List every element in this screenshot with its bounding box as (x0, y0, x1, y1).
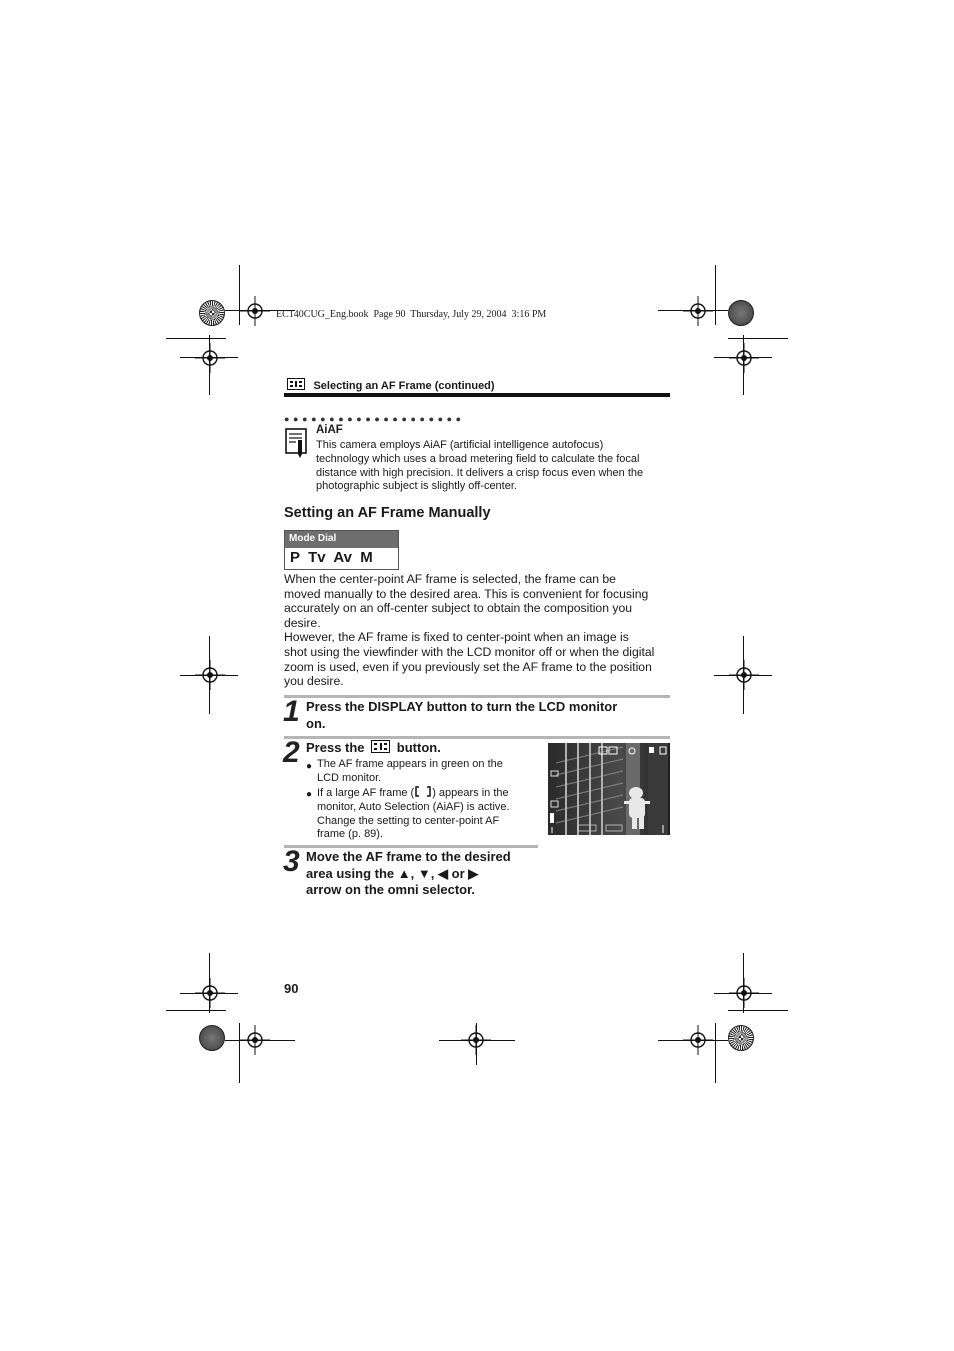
note-dots: ●●●●●●●●●●●●●●●●●●●● (284, 414, 465, 424)
registration-target-icon (461, 1025, 491, 1055)
registration-target-icon (240, 1025, 270, 1055)
body-paragraph: When the center-point AF frame is selected, the frame can be moved manually to the desired area. This is convenient for focusing accurately on an off-center subject to obtain the composition you desire. However, the AF frame is fixed to center-point when an image is shot using the viewfinder with the LCD monitor off or when the digital zoom is used, even if you previously set the AF frame to the position you desire. (284, 572, 655, 689)
af-frame-icon (287, 378, 305, 390)
step-1-rule (284, 695, 670, 698)
down-arrow-icon: ▼ (417, 865, 431, 881)
registration-target-icon (729, 343, 759, 373)
af-frame-button-icon (371, 740, 390, 753)
mode-dial-label: Mode Dial (285, 531, 398, 548)
up-arrow-icon: ▲ (397, 865, 411, 881)
step-3-rule (284, 845, 538, 848)
registration-target-icon (240, 296, 270, 326)
step-2-bullet-2: ● If a large AF frame ( ) appears in the monitor, Auto Selection (AiAF) is active. Change the setting to center-point AF frame (p. 89). (306, 787, 510, 841)
step-2-number: 2 (283, 736, 300, 769)
step-2-rule (284, 736, 670, 739)
large-af-frame-icon (415, 786, 431, 797)
section-title: Setting an AF Frame Manually (284, 505, 491, 521)
page-number: 90 (284, 981, 299, 996)
registration-target-icon (683, 1025, 713, 1055)
print-header: EC140CUG_Eng.book Page 90 Thursday, July 29, 2004 3:16 PM (276, 309, 547, 320)
bullet-icon: ● (306, 789, 313, 800)
note-body: This camera employs AiAF (artificial intelligence autofocus) technology which uses a broad metering field to calculate the focal distance with high precision. It delivers a crisp focus even when the photographic subject is slightly off-center. (316, 439, 644, 493)
step-2-bullet-1: ● The AF frame appears in green on the LCD monitor. (306, 758, 503, 784)
running-head-title: Selecting an AF Frame (continued) (313, 380, 495, 392)
step-3-title: Move the AF frame to the desired area using the ▲, ▼, ◀ or ▶ arrow on the omni selector. (306, 849, 511, 897)
registration-target-icon (195, 660, 225, 690)
step-1-title: Press the DISPLAY button to turn the LCD monitor on. (306, 699, 618, 731)
gray-dot-icon (728, 300, 754, 326)
registration-target-icon (195, 343, 225, 373)
registration-target-icon (195, 978, 225, 1008)
lcd-preview-image (548, 743, 670, 835)
registration-target-icon (729, 660, 759, 690)
memo-icon (285, 428, 307, 458)
header-rule (284, 393, 670, 397)
running-head (287, 376, 495, 394)
registration-target-icon (729, 978, 759, 1008)
right-arrow-icon: ▶ (468, 865, 479, 881)
step-1-number: 1 (283, 695, 300, 728)
mode-dial-modes: P Tv Av M (290, 549, 373, 566)
bullet-icon: ● (306, 761, 313, 772)
step-2-title: Press the button. (306, 740, 441, 755)
left-arrow-icon: ◀ (438, 865, 449, 881)
star-target-icon (728, 1025, 754, 1051)
step-3-number: 3 (283, 845, 300, 878)
note-title: AiAF (316, 424, 343, 436)
gray-dot-icon (199, 1025, 225, 1051)
star-target-icon (199, 300, 225, 326)
mode-dial-box (284, 530, 399, 570)
registration-target-icon (683, 296, 713, 326)
